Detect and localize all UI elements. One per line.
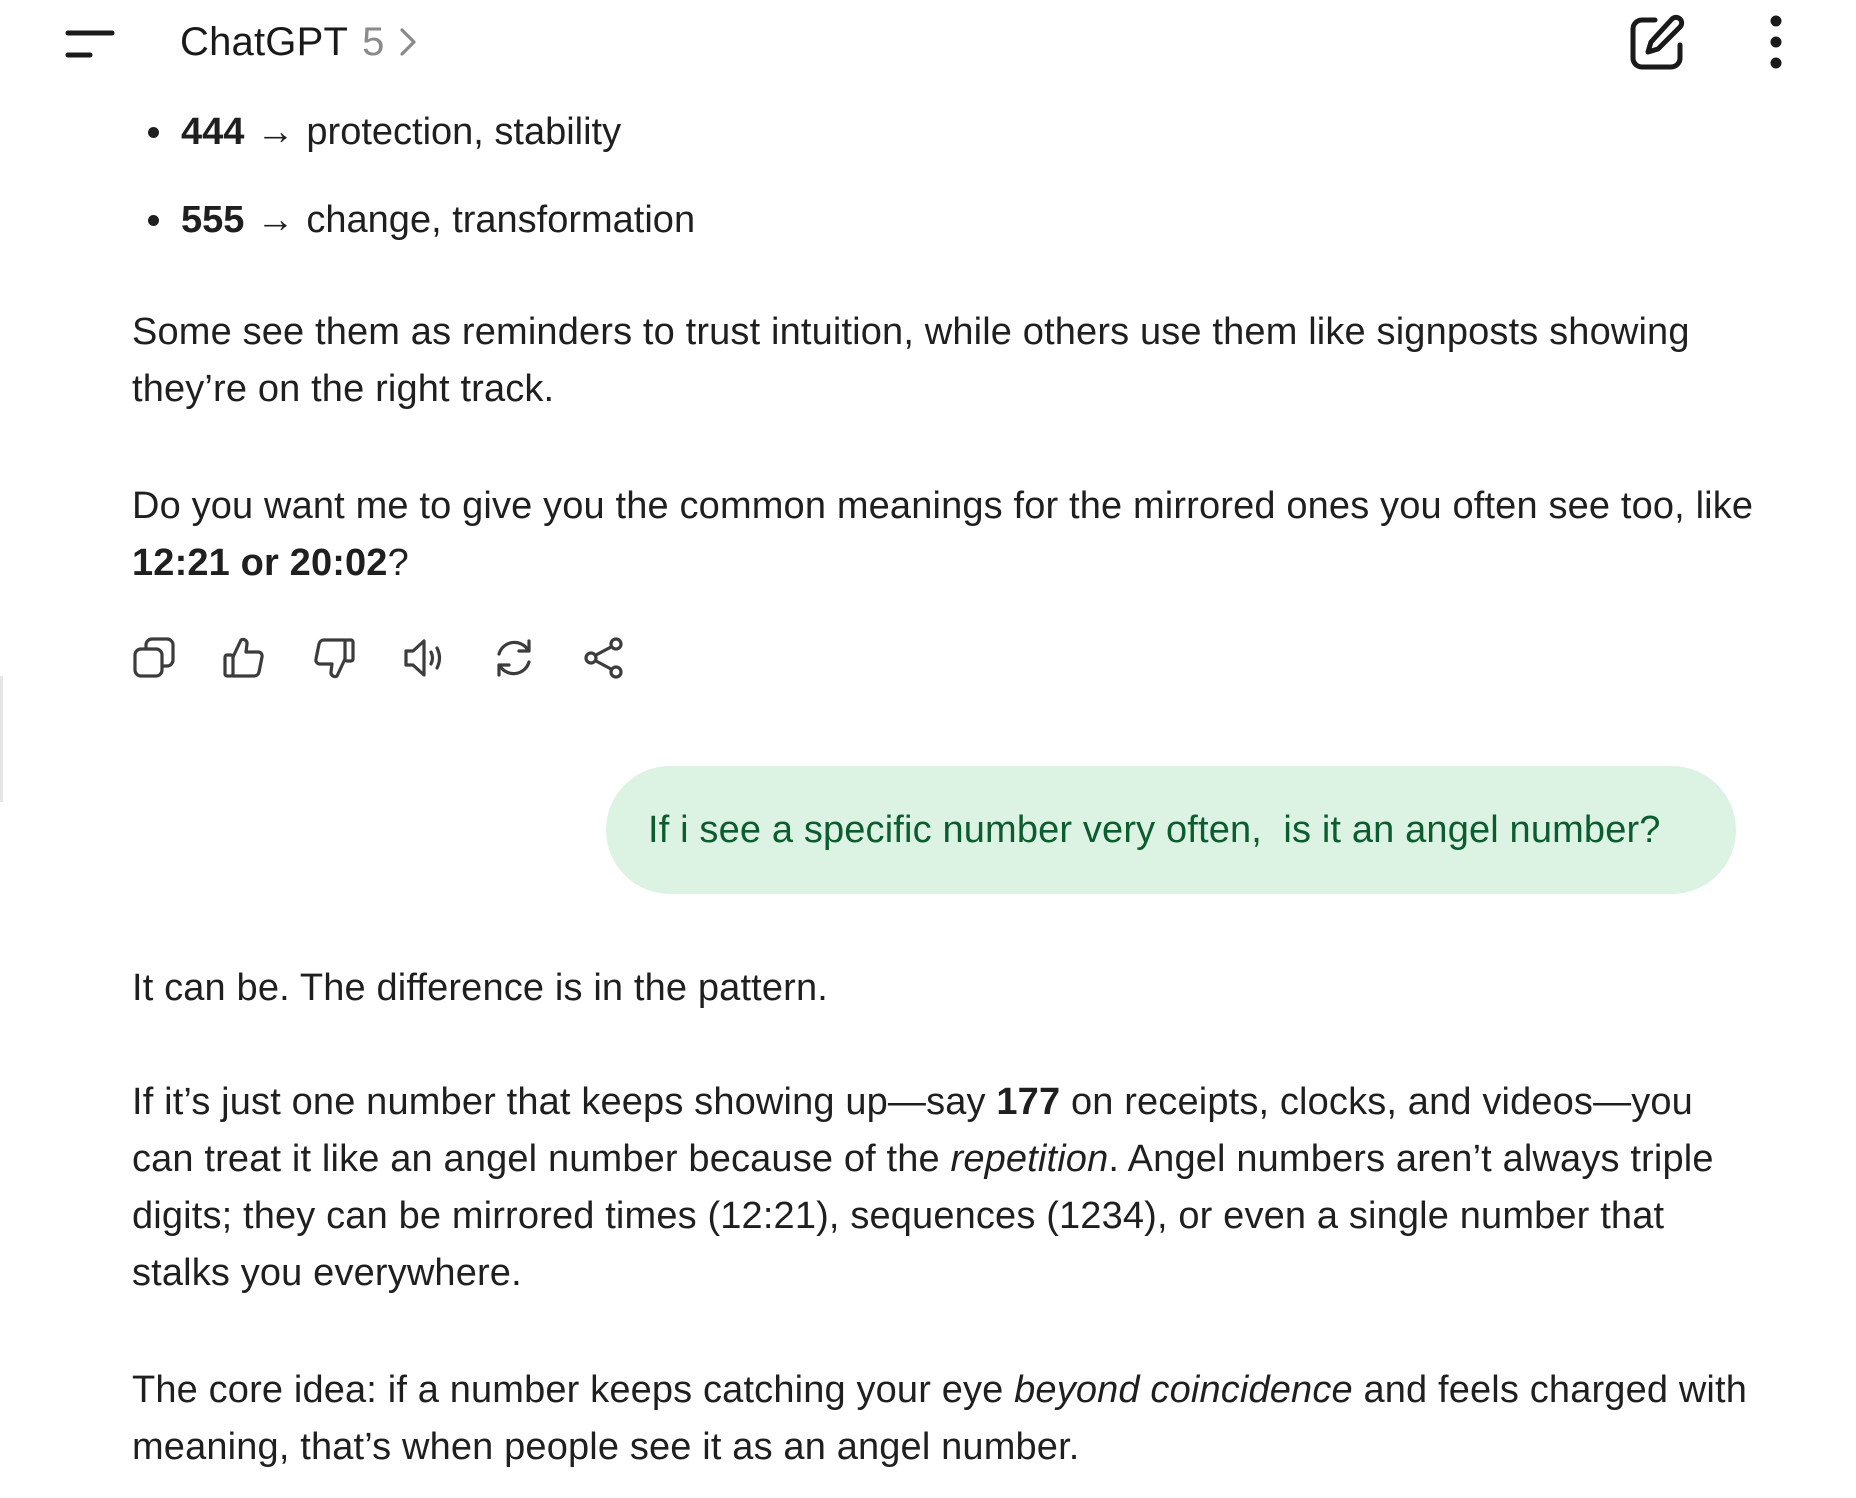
bullet-number: 444 bbox=[181, 111, 245, 153]
arrow-glyph: → bbox=[256, 111, 295, 153]
paragraph-text: Do you want me to give you the common meanings for the mirrored ones you often see too, like bbox=[132, 485, 1754, 527]
app-title: ChatGPT bbox=[180, 19, 349, 64]
assistant-paragraph bbox=[132, 1362, 1762, 1476]
list-item bbox=[148, 196, 695, 244]
assistant-paragraph: It can be. The difference is in the pattern. bbox=[132, 967, 828, 1009]
bullet-dot bbox=[148, 127, 159, 138]
arrow-glyph: → bbox=[256, 199, 295, 241]
paragraph-text: . Angel numbers aren’t always triple digits; they can be mirrored times (12:21), sequences (1234), or even a single number that stalks you everywhere. bbox=[132, 1138, 1714, 1294]
user-message-text: If i see a specific number very often, is it an angel number? bbox=[648, 808, 1661, 851]
list-item bbox=[148, 108, 621, 156]
new-chat-icon[interactable] bbox=[1628, 14, 1686, 72]
italic-text: repetition bbox=[950, 1138, 1109, 1180]
thumbs-down-icon[interactable] bbox=[312, 636, 356, 680]
bullet-text: change, transformation bbox=[306, 199, 696, 241]
bold-text: 12:21 or 20:02 bbox=[132, 542, 388, 584]
chevron-right-icon bbox=[398, 27, 418, 57]
user-message-bubble[interactable] bbox=[606, 766, 1736, 894]
paragraph-text: and feels charged with meaning, that’s when people see it as an angel number. bbox=[132, 1369, 1748, 1468]
more-options-icon[interactable] bbox=[1760, 12, 1792, 72]
model-selector[interactable] bbox=[180, 16, 418, 68]
menu-icon[interactable] bbox=[60, 22, 120, 68]
edge-indicator bbox=[0, 676, 3, 802]
regenerate-icon[interactable] bbox=[492, 636, 536, 680]
bullet-number: 555 bbox=[181, 199, 245, 241]
assistant-paragraph bbox=[132, 478, 1762, 592]
bullet-dot bbox=[148, 215, 159, 226]
assistant-paragraph: Some see them as reminders to trust intuition, while others use them like signposts showing they’re on the right track. bbox=[132, 311, 1690, 410]
paragraph-text: The core idea: if a number keeps catching your eye bbox=[132, 1369, 1015, 1411]
message-actions bbox=[132, 636, 626, 680]
bullet-text: protection, stability bbox=[306, 111, 622, 153]
copy-icon[interactable] bbox=[132, 636, 176, 680]
paragraph-text: If it’s just one number that keeps showing up—say bbox=[132, 1081, 997, 1123]
top-app-bar bbox=[0, 0, 1856, 96]
share-icon[interactable] bbox=[582, 636, 626, 680]
paragraph-text: on receipts, clocks, and videos—you can treat it like an angel number because of the bbox=[132, 1081, 1693, 1180]
paragraph-text: ? bbox=[387, 542, 409, 584]
assistant-paragraph bbox=[132, 1074, 1762, 1302]
model-version: 5 bbox=[362, 19, 385, 64]
thumbs-up-icon[interactable] bbox=[222, 636, 266, 680]
read-aloud-icon[interactable] bbox=[402, 636, 446, 680]
italic-text: beyond coincidence bbox=[1014, 1369, 1353, 1411]
bold-text: 177 bbox=[996, 1081, 1061, 1123]
